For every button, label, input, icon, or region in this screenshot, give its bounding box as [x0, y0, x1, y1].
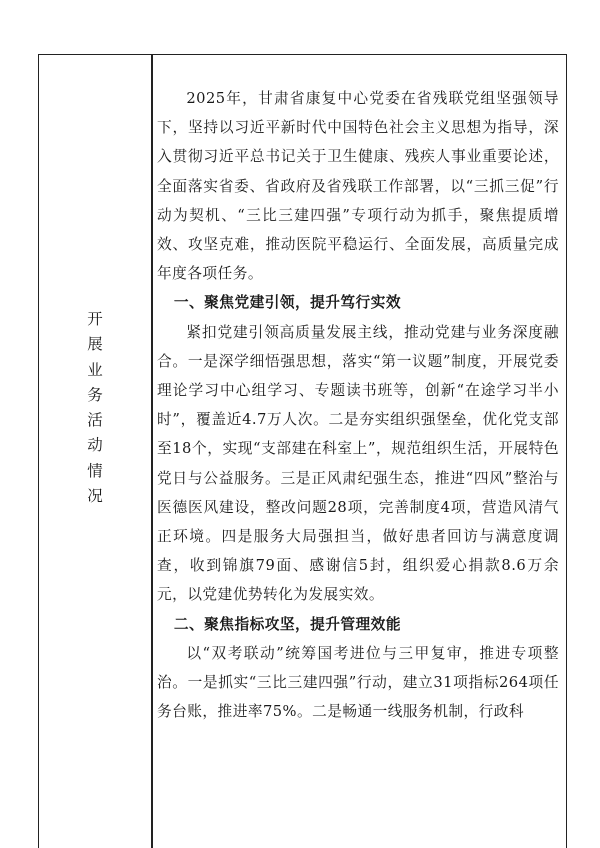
report-table: [38, 54, 567, 848]
column-divider: [151, 55, 153, 848]
row-label-char: 开: [87, 310, 103, 328]
row-label-char: 情: [87, 461, 103, 480]
row-label-char: 业: [87, 360, 103, 379]
row-label-char: 动: [87, 436, 103, 455]
intro-paragraph: 2025年，甘肃省康复中心党委在省残联党组坚强领导下，坚持以习近平新时代中国特色社会主义思想为指导，深入贯彻习近平总书记关于卫生健康、残疾人事业重要论述，全面落实省委、省政府及省残联工作部署，以“三抓三促”行动为契机、“三比三建四强”专项行动为抓手，聚焦提质增效、攻坚克难，推动医院平稳运行、全面发展，高质量完成年度各项任务。: [157, 90, 559, 283]
row-label-char: 况: [87, 487, 103, 506]
row-label: [85, 307, 105, 509]
row-label-char: 活: [87, 411, 103, 430]
row-label-char: 务: [87, 385, 103, 404]
content-cell: [157, 84, 559, 726]
section-1-paragraph: 紧扣党建引领高质量发展主线，推动党建与业务深度融合。一是深学细悟强思想，落实“第一议题”制度，开展党委理论学习中心组学习、专题读书班等，创新“在途学习半小时”，覆盖近4.7万人次。二是夯实组织强堡垒，优化党支部至18个，实现“支部建在科室上”，规范组织生活，开展特色党日与公益服务。三是正风肃纪强生态，推进“四风”整治与医德医风建设，整改问题28项，完善制度4项，营造风清气正环境。四是服务大局强担当，做好患者回访与满意度调查，收到锦旗79面、感谢信5封，组织爱心捐款8.6万余元，以党建优势转化为发展实效。: [157, 323, 559, 604]
row-label-char: 展: [87, 335, 103, 354]
row-label-cell: [39, 55, 151, 848]
section-1-heading: 一、聚焦党建引领，提升笃行实效: [173, 294, 401, 312]
section-2-paragraph: 以“双考联动”统筹国考进位与三甲复审，推进专项整治。一是抓实“三比三建四强”行动，建立31项指标264项任务台账，推进率75%。二是畅通一线服务机制，行政科: [157, 644, 559, 721]
section-2-heading: 二、聚焦指标攻坚，提升管理效能: [173, 615, 401, 633]
